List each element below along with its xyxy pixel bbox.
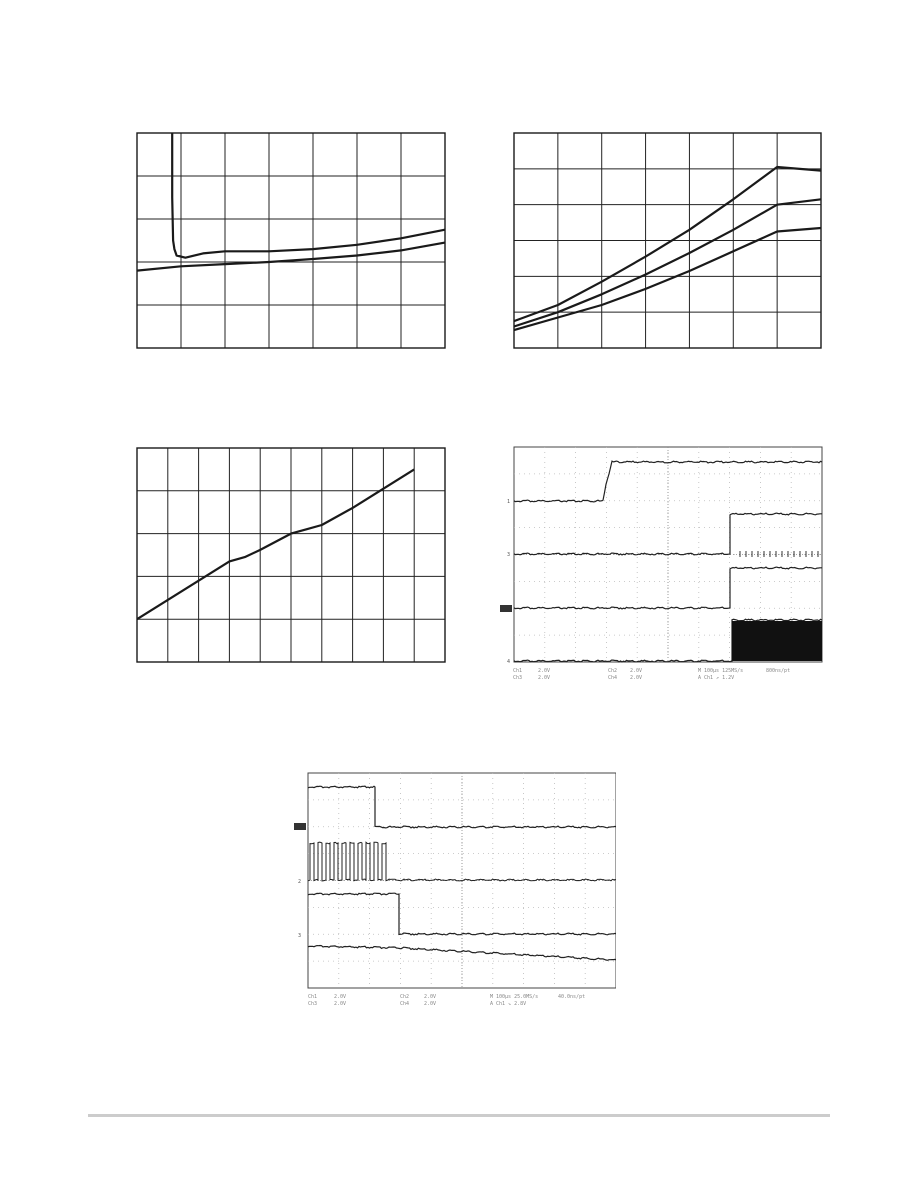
- chart-1-series-1-line: [172, 133, 445, 258]
- chart-1-plot: [136, 132, 446, 349]
- scope-1-ch2-value: 2.0V: [630, 668, 643, 674]
- scope-2-ch2-value: 2.0V: [424, 994, 437, 1000]
- scope-1-timebase-2: 800ns/pt: [766, 668, 791, 674]
- scope-2-ch3-value: 2.0V: [334, 1001, 347, 1007]
- scope-2-trigger: A Ch1 ↘ 2.8V: [490, 1001, 527, 1007]
- scope-capture-2: [292, 770, 616, 1010]
- scope-2-ch4-value: 2.0V: [424, 1001, 437, 1007]
- scope-1-trigger: A Ch1 ↗ 1.2V: [698, 675, 735, 681]
- scope-2-ch4-label: Ch4: [400, 1001, 410, 1007]
- scope-2-screen: [292, 770, 616, 1010]
- scope-1-ch1-value: 2.0V: [538, 668, 551, 674]
- chart-3: [136, 447, 446, 663]
- scope-2-timebase: M 100µs 25.0MS/s: [490, 994, 539, 1000]
- scope-1-ch3-value: 2.0V: [538, 675, 551, 681]
- chart-2-series-2-line: [514, 199, 821, 326]
- scope-1-ch2-label: Ch2: [608, 668, 618, 674]
- scope-2-trigger-marker: [294, 823, 306, 830]
- scope-2-ch1-value: 2.0V: [334, 994, 347, 1000]
- scope-2-ch3-label: Ch3: [308, 1001, 318, 1007]
- scope-1-ch3-label: Ch3: [513, 675, 523, 681]
- scope-1-burst-block: [732, 621, 822, 661]
- scope-1-marker-1: 1: [507, 499, 511, 505]
- scope-1-marker-3: 3: [507, 552, 511, 558]
- scope-2-ch2-label: Ch2: [400, 994, 410, 1000]
- chart-1: [136, 132, 446, 349]
- scope-2-marker-3: 3: [298, 933, 302, 939]
- scope-1-ch4-label: Ch4: [608, 675, 618, 681]
- scope-1-marker-4: 4: [507, 659, 511, 665]
- chart-3-plot: [136, 447, 446, 663]
- scope-capture-1: [500, 444, 826, 684]
- scope-1-screen: [500, 444, 826, 684]
- scope-2-timebase-2: 40.0ns/pt: [558, 994, 586, 1000]
- footer-rule: [88, 1114, 830, 1117]
- scope-1-ch4-value: 2.0V: [630, 675, 643, 681]
- chart-2-plot: [513, 132, 822, 349]
- scope-2-marker-2: 2: [298, 879, 302, 885]
- chart-2-series-1-line: [514, 167, 821, 321]
- scope-1-ground-marker: [500, 605, 512, 612]
- scope-2-ch1-label: Ch1: [308, 994, 318, 1000]
- scope-1-timebase: M 100µs 125MS/s: [698, 668, 744, 674]
- chart-1-frame: [137, 133, 445, 348]
- scope-1-ch1-label: Ch1: [513, 668, 523, 674]
- chart-2: [513, 132, 822, 349]
- chart-3-series-1-line: [137, 469, 414, 619]
